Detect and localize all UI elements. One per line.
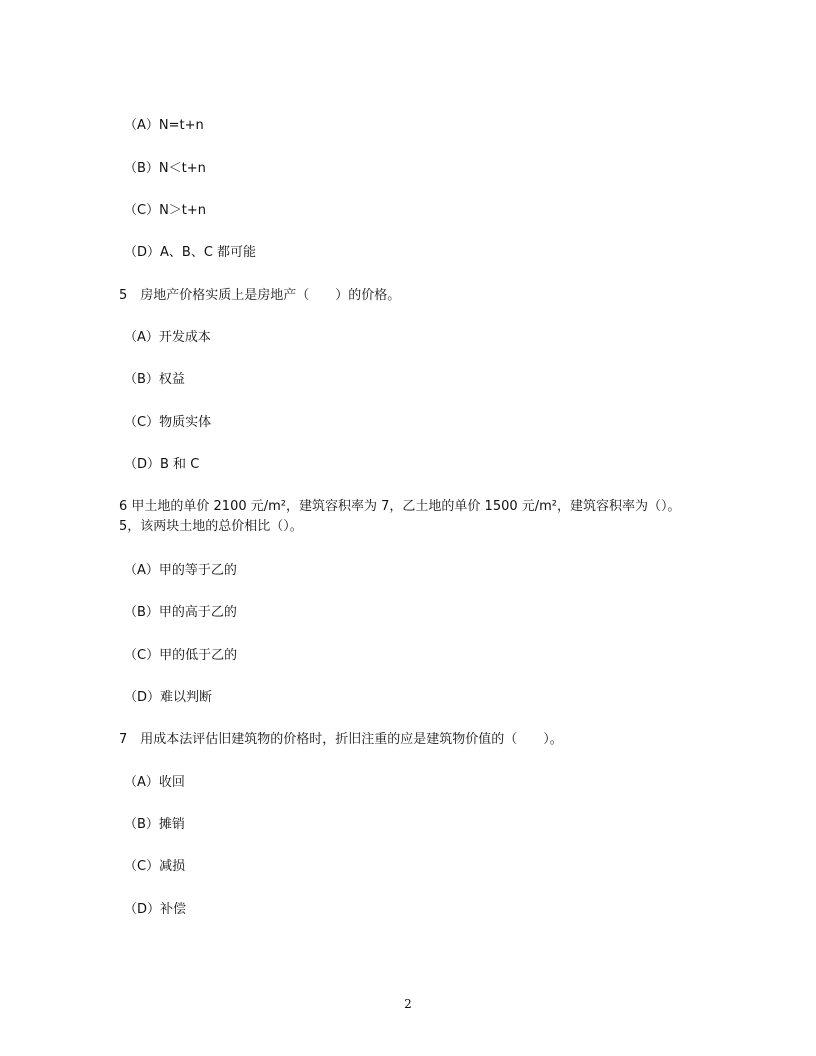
q6-option-c: （C）甲的低于乙的 (124, 648, 238, 663)
q7-option-d: （D）补偿 (124, 902, 187, 917)
q7-option-a: （A）收回 (124, 775, 185, 790)
q6-option-a: （A）甲的等于乙的 (124, 563, 237, 578)
q5-stem: 5 房地产价格实质上是房地产（ ）的价格。 (119, 288, 401, 303)
q7-stem: 7 用成本法评估旧建筑物的价格时，折旧注重的应是建筑物价值的（ ）。 (119, 732, 563, 747)
q6-stem-line1: 6 甲土地的单价 2100 元/m²，建筑容积率为 7，乙土地的单价 1500 元/m²，建筑容积率为（）。 (119, 499, 681, 514)
q4-option-b: （B）N＜t+n (124, 161, 206, 176)
q6-stem-line2: 5，该两块土地的总价相比（）。 (119, 519, 303, 534)
q7-option-c: （C）减损 (124, 859, 186, 874)
q6-option-b: （B）甲的高于乙的 (124, 605, 237, 620)
q5-option-a: （A）开发成本 (124, 330, 211, 345)
q5-option-b: （B）权益 (124, 372, 185, 387)
q7-option-b: （B）摊销 (124, 817, 185, 832)
q5-option-d: （D）B 和 C (124, 457, 200, 472)
q5-option-c: （C）物质实体 (124, 415, 212, 430)
page-number: 2 (404, 997, 412, 1011)
q6-option-d: （D）难以判断 (124, 690, 213, 705)
q4-option-d: （D）A、B、C 都可能 (124, 245, 257, 260)
q4-option-c: （C）N＞t+n (124, 203, 207, 218)
q4-option-a: （A）N=t+n (124, 118, 204, 133)
